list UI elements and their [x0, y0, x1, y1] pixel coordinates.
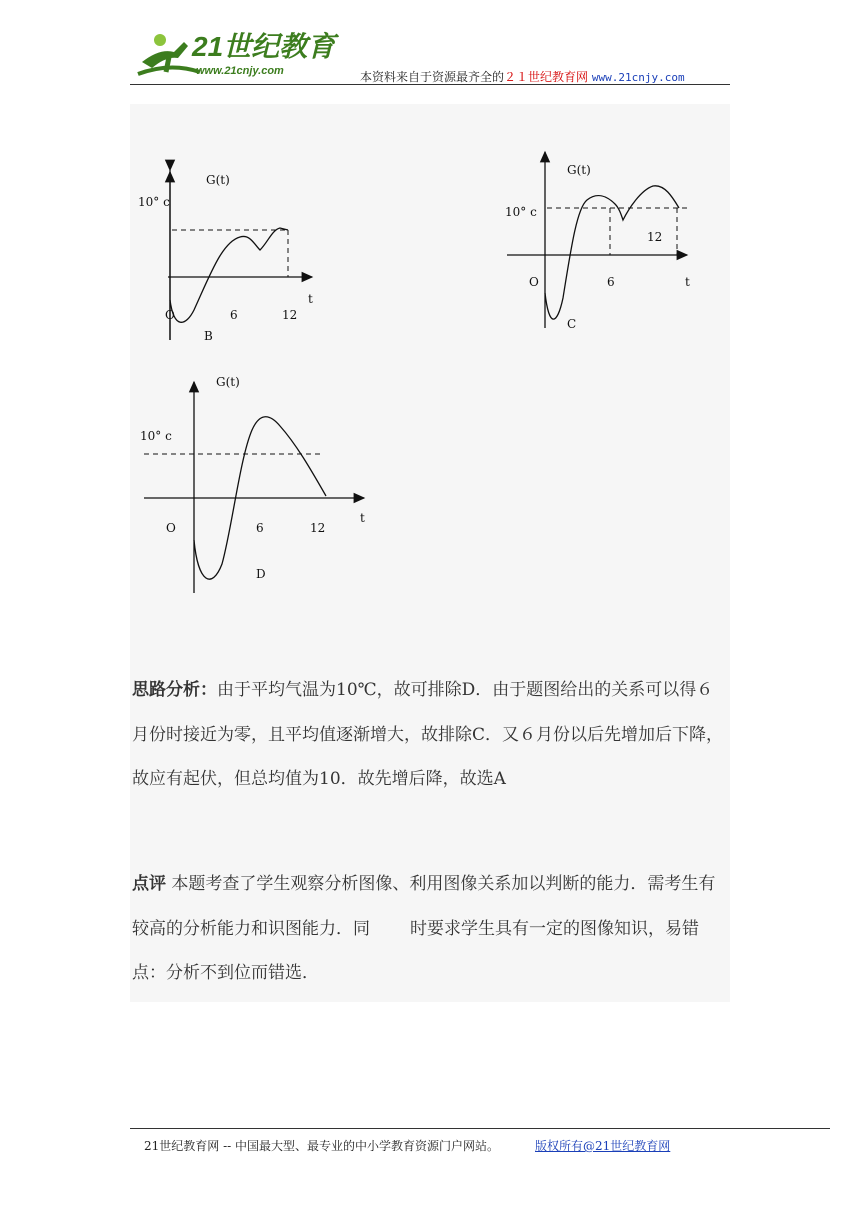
y-label: G(t): [567, 163, 591, 177]
graph-c: [495, 148, 705, 338]
logo-text: 21世纪教育: [192, 31, 336, 62]
y-label: G(t): [206, 173, 230, 187]
page-header: [130, 22, 730, 86]
comment-paragraph: [132, 862, 730, 996]
page-footer: [144, 1137, 670, 1154]
copyright-link[interactable]: 版权所有@21世纪教育网: [535, 1139, 671, 1153]
analysis-body: 由于平均气温为10℃，故可排除D．由于题图给出的关系可以得６月份时接近为零，且平均值逐渐增大，故排除C．又６月份以后先增加后下降，故应有起伏，但总均值为10．故先增后降，故选A: [132, 680, 724, 789]
tick-6: 6: [607, 275, 615, 289]
t-label: t: [685, 275, 690, 289]
graph-letter: B: [204, 329, 213, 343]
curve-b: [170, 228, 288, 322]
comment-body-b: 时要求学生具有一定的图像知识，易错点：分析不到位而错选．: [132, 918, 699, 983]
site-logo: [130, 22, 350, 82]
graph-letter: D: [256, 567, 266, 581]
graph-d: [130, 368, 380, 598]
y-label: G(t): [216, 375, 240, 389]
comment-title: 点评: [132, 874, 166, 894]
curve-c: [545, 186, 679, 319]
ten-label: 10° c: [138, 195, 170, 209]
tick-6: 6: [256, 521, 264, 535]
origin-label: O: [166, 521, 176, 535]
ten-label: 10° c: [140, 429, 172, 443]
source-prefix: 本资料来自于资源最齐全的: [360, 70, 505, 84]
logo-url: www.21cnjy.com: [196, 65, 284, 77]
tick-12: 12: [282, 308, 298, 322]
tick-12: 12: [310, 521, 326, 535]
comment-body-a: 本题考查了学生观察分析图像、利用图像关系加以判断的能力．需考生有较高的分析能力和识图能力．同: [132, 874, 716, 939]
ten-label: 10° c: [505, 205, 537, 219]
source-notice: [360, 68, 685, 85]
t-label: t: [308, 292, 313, 306]
graph-b: [130, 160, 340, 350]
footer-divider: [130, 1128, 830, 1129]
source-site-name[interactable]: ２１世纪教育网: [504, 70, 589, 84]
t-label: t: [360, 511, 365, 525]
header-divider: [130, 84, 730, 85]
graph-letter: C: [567, 317, 577, 331]
analysis-title: 思路分析：: [132, 680, 217, 700]
origin-label: O: [165, 308, 175, 322]
footer-tagline: 21世纪教育网 -- 中国最大型、最专业的中小学教育资源门户网站。: [144, 1139, 500, 1153]
tick-12: 12: [647, 230, 663, 244]
origin-label: O: [529, 275, 539, 289]
tick-6: 6: [230, 308, 238, 322]
source-url-link[interactable]: www.21cnjy.com: [591, 71, 685, 84]
analysis-paragraph: [132, 668, 730, 802]
